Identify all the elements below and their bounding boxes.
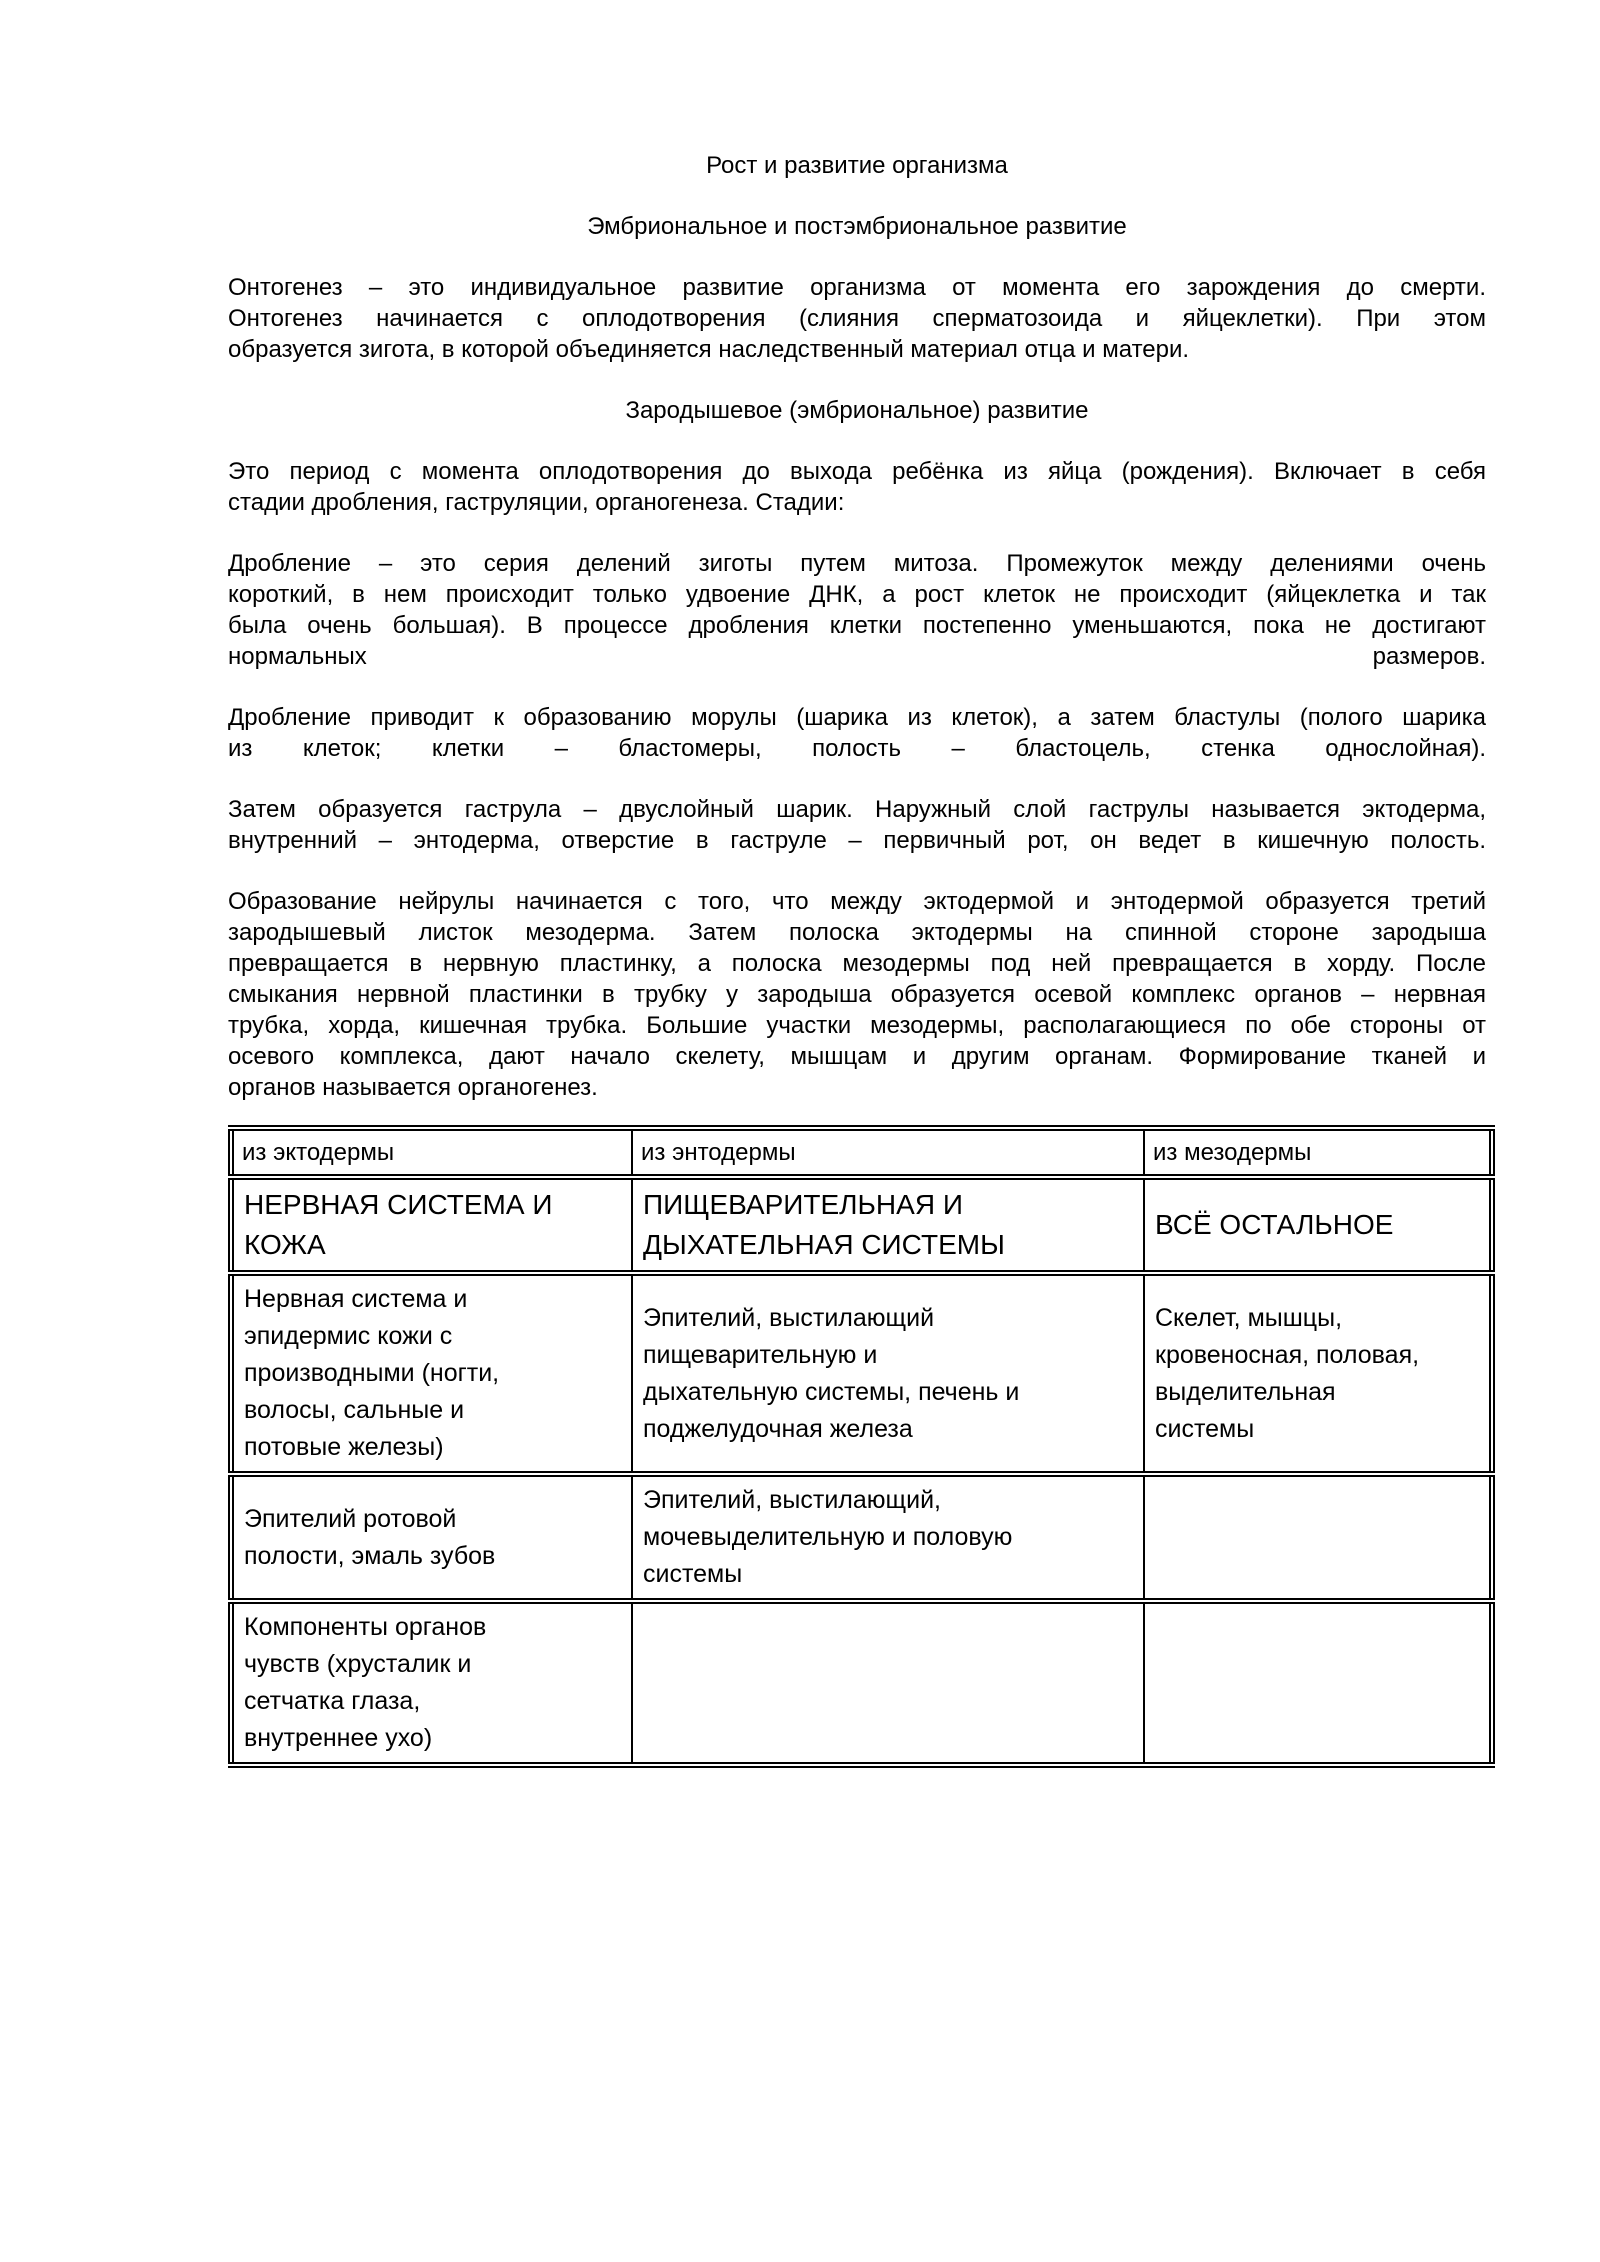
page-subtitle: Эмбриональное и постэмбриональное развитие <box>587 213 1127 240</box>
table-cell: ПИЩЕВАРИТЕЛЬНАЯ И ДЫХАТЕЛЬНАЯ СИСТЕМЫ <box>632 1177 1144 1273</box>
text-line: Онтогенез начинается с оплодотворения (слияния сперматозоида и яйцеклетки). При этом <box>228 305 1486 332</box>
germ-layers-table <box>228 1125 1495 1768</box>
text-line: трубка, хорда, кишечная трубка. Большие участки мезодермы, располагающиеся по обе стороны от <box>228 1012 1486 1039</box>
paragraph-morula <box>228 702 1486 764</box>
table-row <box>231 1273 1492 1474</box>
text-line: Затем образуется гаструла – двуслойный шарик. Наружный слой гаструлы называется эктодерма, <box>228 796 1486 823</box>
text-line: Онтогенез – это индивидуальное развитие организма от момента его зарождения до смерти. <box>228 274 1486 301</box>
paragraph-period <box>228 456 1486 518</box>
text-line: Дробление приводит к образованию морулы (шарика из клеток), а затем бластулы (полого шарика <box>228 704 1486 731</box>
text-line: органов называется органогенез. <box>228 1074 598 1101</box>
text-line: была очень большая). В процессе дробления клетки постепенно уменьшаются, пока не достигают <box>228 612 1486 639</box>
text-line: из клеток; клетки – бластомеры, полость – бластоцель, стенка однослойная). <box>228 735 1486 762</box>
paragraph-droblenie <box>228 548 1486 672</box>
table-header-row <box>231 1128 1492 1177</box>
text-line: смыкания нервной пластинки в трубку у зародыша образуется осевой комплекс органов – нервная <box>228 981 1486 1008</box>
page-title: Рост и развитие организма <box>706 152 1008 179</box>
paragraph-neirula <box>228 886 1486 1103</box>
section-heading: Зародышевое (эмбриональное) развитие <box>625 397 1089 424</box>
text-line: Это период с момента оплодотворения до выхода ребёнка из яйца (рождения). Включает в себя <box>228 458 1486 485</box>
table-header-cell: из мезодермы <box>1144 1128 1492 1177</box>
text-line: осевого комплекса, дают начало скелету, мышцам и другим органам. Формирование тканей и <box>228 1043 1486 1070</box>
table-row <box>231 1601 1492 1765</box>
table-cell <box>632 1601 1144 1765</box>
table-row <box>231 1177 1492 1273</box>
table-body <box>231 1177 1492 1765</box>
text-line: зародышевый листок мезодерма. Затем полоска эктодермы на спинной стороне зародыша <box>228 919 1486 946</box>
table-cell <box>1144 1474 1492 1601</box>
table-cell: Эпителий ротовой полости, эмаль зубов <box>231 1474 632 1601</box>
text-line: превращается в нервную пластинку, а полоска мезодермы под ней превращается в хорду. После <box>228 950 1486 977</box>
table-row <box>231 1474 1492 1601</box>
table-cell: НЕРВНАЯ СИСТЕМА И КОЖА <box>231 1177 632 1273</box>
table-cell: Нервная система и эпидермис кожи с производными (ногти, волосы, сальные и потовые железы) <box>231 1273 632 1474</box>
table-cell: ВСЁ ОСТАЛЬНОЕ <box>1144 1177 1492 1273</box>
table-header-cell: из энтодермы <box>632 1128 1144 1177</box>
text-line: Дробление – это серия делений зиготы путем митоза. Промежуток между делениями очень <box>228 550 1486 577</box>
text-line: нормальных размеров. <box>228 643 1486 670</box>
paragraph-ontogenez <box>228 272 1486 365</box>
table-cell: Компоненты органов чувств (хрусталик и сетчатка глаза, внутреннее ухо) <box>231 1601 632 1765</box>
table-cell: Эпителий, выстилающий пищеварительную и дыхательную системы, печень и поджелудочная железа <box>632 1273 1144 1474</box>
table-cell: Скелет, мышцы, кровеносная, половая, выделительная системы <box>1144 1273 1492 1474</box>
text-line: Образование нейрулы начинается с того, что между эктодермой и энтодермой образуется третий <box>228 888 1486 915</box>
table-header-cell: из эктодермы <box>231 1128 632 1177</box>
paragraph-gastrula <box>228 794 1486 856</box>
table-cell <box>1144 1601 1492 1765</box>
text-line: внутренний – энтодерма, отверстие в гаструле – первичный рот, он ведет в кишечную полость. <box>228 827 1486 854</box>
text-line: образуется зигота, в которой объединяется наследственный материал отца и матери. <box>228 336 1190 363</box>
text-line: стадии дробления, гаструляции, органогенеза. Стадии: <box>228 489 845 516</box>
text-line: короткий, в нем происходит только удвоение ДНК, а рост клеток не происходит (яйцеклетка и так <box>228 581 1486 608</box>
table-cell: Эпителий, выстилающий, мочевыделительную и половую системы <box>632 1474 1144 1601</box>
